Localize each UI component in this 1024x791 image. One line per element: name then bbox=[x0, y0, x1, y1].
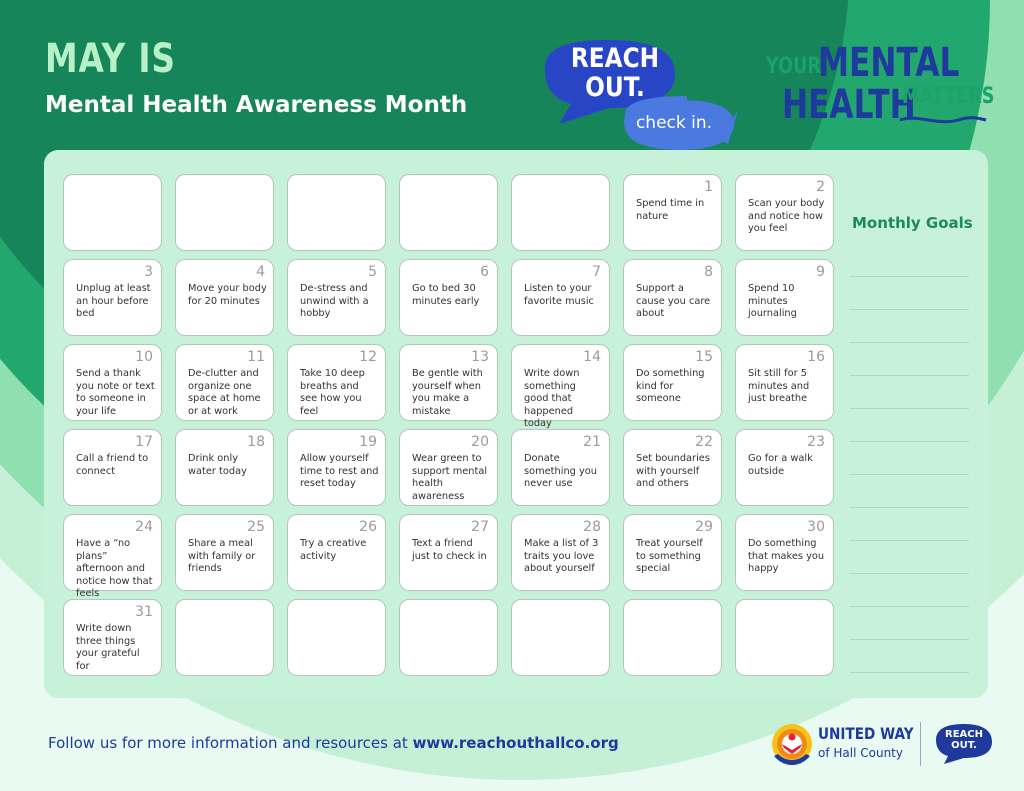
day-activity: Make a list of 3 traits you love about yourself bbox=[524, 538, 599, 575]
goal-line[interactable] bbox=[850, 573, 969, 574]
day-activity: Call a friend to connect bbox=[76, 453, 149, 477]
day-activity: Donate something you never use bbox=[524, 453, 597, 490]
united-way-name: UNITED WAY bbox=[818, 724, 914, 743]
day-activity: Scan your body and notice how you feel bbox=[748, 198, 825, 235]
day-number: 21 bbox=[583, 434, 601, 450]
day-activity: Support a cause you care about bbox=[636, 283, 711, 320]
calendar-day bbox=[63, 259, 162, 336]
footer-divider bbox=[920, 722, 921, 766]
day-number: 9 bbox=[816, 264, 825, 280]
calendar-day bbox=[623, 429, 722, 506]
calendar-empty-cell bbox=[399, 174, 498, 251]
day-activity: Take 10 deep breaths and see how you feel bbox=[300, 368, 365, 417]
day-activity: Set boundaries with yourself and others bbox=[636, 453, 710, 490]
check-in-text: check in. bbox=[635, 113, 713, 133]
calendar-day bbox=[623, 174, 722, 251]
day-number: 12 bbox=[359, 349, 377, 365]
reach-out-small-text: REACH OUT. bbox=[945, 729, 983, 751]
brand-mental: MENTAL bbox=[818, 40, 960, 86]
calendar-day bbox=[623, 259, 722, 336]
goal-line[interactable] bbox=[850, 441, 969, 442]
footer-text bbox=[48, 734, 619, 752]
calendar-day bbox=[63, 514, 162, 600]
calendar-day bbox=[511, 429, 610, 506]
reach-out-text: REACH OUT. bbox=[570, 43, 660, 103]
footer-message: Follow us for more information and resources at bbox=[48, 734, 408, 752]
calendar-empty-cell bbox=[623, 599, 722, 676]
day-number: 29 bbox=[695, 519, 713, 535]
day-number: 3 bbox=[144, 264, 153, 280]
day-activity: Move your body for 20 minutes bbox=[188, 283, 267, 307]
calendar-empty-cell bbox=[175, 599, 274, 676]
day-activity: Allow yourself time to rest and reset today bbox=[300, 453, 379, 490]
calendar-day bbox=[175, 429, 274, 506]
day-number: 15 bbox=[695, 349, 713, 365]
goal-line[interactable] bbox=[850, 606, 969, 607]
calendar-day bbox=[399, 259, 498, 336]
calendar-day bbox=[63, 429, 162, 506]
day-activity: Sit still for 5 minutes and just breathe bbox=[748, 368, 810, 405]
day-activity: Send a thank you note or text to someone in your life bbox=[76, 368, 155, 417]
day-number: 18 bbox=[247, 434, 265, 450]
calendar-day bbox=[735, 259, 834, 336]
calendar-day bbox=[735, 344, 834, 421]
goal-line[interactable] bbox=[850, 276, 969, 277]
calendar-grid bbox=[63, 174, 834, 676]
calendar-day bbox=[399, 344, 498, 421]
day-number: 14 bbox=[583, 349, 601, 365]
goal-line[interactable] bbox=[850, 639, 969, 640]
day-activity: Write down three things your grateful for bbox=[76, 623, 140, 672]
goal-line[interactable] bbox=[850, 540, 969, 541]
day-number: 11 bbox=[247, 349, 265, 365]
day-number: 31 bbox=[135, 604, 153, 620]
calendar-day bbox=[511, 344, 610, 430]
day-number: 26 bbox=[359, 519, 377, 535]
brand-matters: MATTERS bbox=[902, 84, 995, 109]
day-activity: Go to bed 30 minutes early bbox=[412, 283, 480, 307]
calendar-day bbox=[735, 429, 834, 506]
united-way-icon bbox=[770, 722, 814, 768]
brand-health: HEALTH bbox=[782, 82, 916, 128]
day-activity: Share a meal with family or friends bbox=[188, 538, 256, 575]
day-activity: Text a friend just to check in bbox=[412, 538, 487, 562]
day-activity: Wear green to support mental health awareness bbox=[412, 453, 488, 502]
day-number: 30 bbox=[807, 519, 825, 535]
calendar-empty-cell bbox=[511, 599, 610, 676]
day-number: 2 bbox=[816, 179, 825, 195]
day-number: 22 bbox=[695, 434, 713, 450]
calendar-empty-cell bbox=[287, 599, 386, 676]
calendar-day bbox=[287, 429, 386, 506]
day-activity: Have a “no plans” afternoon and notice how that feels bbox=[76, 538, 153, 600]
calendar-empty-cell bbox=[63, 174, 162, 251]
day-activity: Try a creative activity bbox=[300, 538, 367, 562]
day-activity: Spend 10 minutes journaling bbox=[748, 283, 797, 320]
day-activity: Be gentle with yourself when you make a mistake bbox=[412, 368, 483, 417]
day-number: 27 bbox=[471, 519, 489, 535]
calendar-day bbox=[623, 514, 722, 591]
day-number: 28 bbox=[583, 519, 601, 535]
day-activity: Drink only water today bbox=[188, 453, 247, 477]
day-activity: Go for a walk outside bbox=[748, 453, 813, 477]
day-number: 7 bbox=[592, 264, 601, 280]
day-number: 13 bbox=[471, 349, 489, 365]
calendar-day bbox=[735, 174, 834, 251]
calendar-empty-cell bbox=[175, 174, 274, 251]
calendar-day bbox=[63, 344, 162, 421]
calendar-empty-cell bbox=[399, 599, 498, 676]
day-activity: De-stress and unwind with a hobby bbox=[300, 283, 369, 320]
footer-link[interactable]: www.reachouthallco.org bbox=[412, 734, 619, 752]
day-number: 4 bbox=[256, 264, 265, 280]
day-number: 1 bbox=[704, 179, 713, 195]
day-number: 17 bbox=[135, 434, 153, 450]
calendar-day bbox=[399, 429, 498, 506]
day-activity: Spend time in nature bbox=[636, 198, 705, 222]
page-title: MAY IS bbox=[45, 36, 176, 82]
goal-line[interactable] bbox=[850, 408, 969, 409]
goal-line[interactable] bbox=[850, 309, 969, 310]
day-number: 8 bbox=[704, 264, 713, 280]
calendar-day bbox=[623, 344, 722, 421]
goal-line[interactable] bbox=[850, 342, 969, 343]
calendar-day bbox=[175, 344, 274, 421]
day-number: 19 bbox=[359, 434, 377, 450]
calendar-empty-cell bbox=[287, 174, 386, 251]
day-activity: Write down something good that happened today bbox=[524, 368, 580, 430]
calendar-day bbox=[287, 514, 386, 591]
day-activity: Do something kind for someone bbox=[636, 368, 705, 405]
day-number: 20 bbox=[471, 434, 489, 450]
calendar-day bbox=[287, 344, 386, 421]
page-subtitle: Mental Health Awareness Month bbox=[45, 92, 468, 118]
day-activity: Do something that makes you happy bbox=[748, 538, 825, 575]
monthly-goals-title: Monthly Goals bbox=[852, 214, 973, 232]
calendar-day bbox=[735, 514, 834, 591]
united-way-sub: of Hall County bbox=[818, 746, 903, 760]
day-activity: Unplug at least an hour before bed bbox=[76, 283, 151, 320]
day-number: 6 bbox=[480, 264, 489, 280]
day-activity: De-clutter and organize one space at home or at work bbox=[188, 368, 261, 417]
day-number: 25 bbox=[247, 519, 265, 535]
wave-icon bbox=[898, 114, 988, 126]
calendar-day bbox=[511, 259, 610, 336]
brand-your: YOUR bbox=[766, 54, 821, 79]
goal-line[interactable] bbox=[850, 672, 969, 673]
calendar-day bbox=[175, 259, 274, 336]
calendar-empty-cell bbox=[735, 599, 834, 676]
goal-line[interactable] bbox=[850, 375, 969, 376]
day-number: 5 bbox=[368, 264, 377, 280]
calendar-day bbox=[511, 514, 610, 591]
goal-line[interactable] bbox=[850, 474, 969, 475]
day-number: 24 bbox=[135, 519, 153, 535]
day-number: 23 bbox=[807, 434, 825, 450]
calendar-day bbox=[63, 599, 162, 676]
day-activity: Treat yourself to something special bbox=[636, 538, 703, 575]
day-number: 10 bbox=[135, 349, 153, 365]
calendar-empty-cell bbox=[511, 174, 610, 251]
day-activity: Listen to your favorite music bbox=[524, 283, 594, 307]
day-number: 16 bbox=[807, 349, 825, 365]
goal-line[interactable] bbox=[850, 507, 969, 508]
calendar-day bbox=[399, 514, 498, 591]
calendar-day bbox=[287, 259, 386, 336]
calendar-day bbox=[175, 514, 274, 591]
